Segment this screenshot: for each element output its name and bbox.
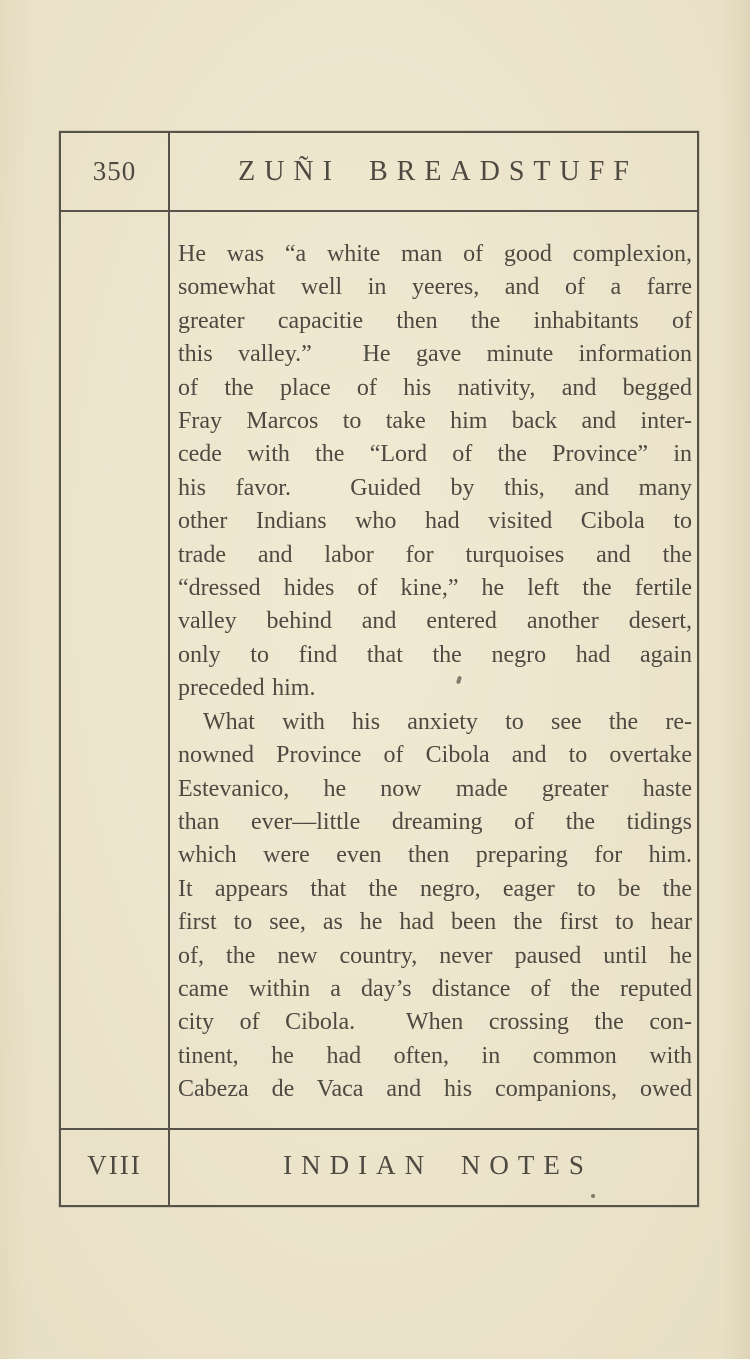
text-line: Fray Marcos to take him back and inter- bbox=[178, 408, 692, 435]
text-line: What with his anxiety to see the re- bbox=[203, 708, 692, 735]
text-line: other Indians who had visited Cibola to bbox=[178, 508, 692, 535]
header-rule bbox=[61, 210, 697, 212]
text-line: of the place of his nativity, and begged bbox=[178, 374, 692, 401]
running-head-title: ZUÑI BREADSTUFF bbox=[238, 155, 638, 187]
text-line: nowned Province of Cibola and to overtake bbox=[178, 742, 692, 769]
text-line: which were even then preparing for him. bbox=[178, 842, 692, 869]
text-line: than ever—little dreaming of the tidings bbox=[178, 808, 692, 835]
page-number: 350 bbox=[92, 156, 137, 186]
text-line: city of Cibola. When crossing the con- bbox=[178, 1009, 692, 1036]
text-line: It appears that the negro, eager to be the bbox=[178, 875, 692, 902]
text-line: He was “a white man of good complexion, bbox=[178, 241, 692, 267]
print-speck bbox=[591, 1194, 595, 1198]
text-line: trade and labor for turquoises and the bbox=[178, 541, 692, 568]
text-line: tinent, he had often, in common with bbox=[178, 1042, 692, 1069]
body-text bbox=[178, 238, 692, 1107]
volume-number: VIII bbox=[87, 1150, 142, 1180]
text-line: came within a day’s distance of the reputed bbox=[178, 975, 692, 1002]
text-line: “dressed hides of kine,” he left the fertile bbox=[178, 575, 692, 602]
text-line: first to see, as he had been the first to hear bbox=[178, 909, 692, 936]
text-line: greater capacitie then the inhabitants of bbox=[178, 307, 692, 334]
text-line: cede with the “Lord of the Province” in bbox=[178, 441, 692, 468]
column-divider-line bbox=[168, 133, 170, 1205]
series-title: INDIAN NOTES bbox=[283, 1150, 593, 1180]
text-line: his favor. Guided by this, and many bbox=[178, 474, 692, 501]
text-line: preceded him. bbox=[178, 675, 316, 702]
text-line: this valley.” He gave minute information bbox=[178, 341, 692, 368]
text-line: Cabeza de Vaca and his companions, owed bbox=[178, 1076, 692, 1103]
text-line: Estevanico, he now made greater haste bbox=[178, 775, 692, 802]
text-line: somewhat well in yeeres, and of a farre bbox=[178, 274, 692, 301]
text-line: of, the new country, never paused until he bbox=[178, 942, 692, 969]
text-line: valley behind and entered another desert, bbox=[178, 608, 692, 635]
page-frame bbox=[59, 131, 699, 1207]
text-line: only to find that the negro had again bbox=[178, 641, 692, 668]
